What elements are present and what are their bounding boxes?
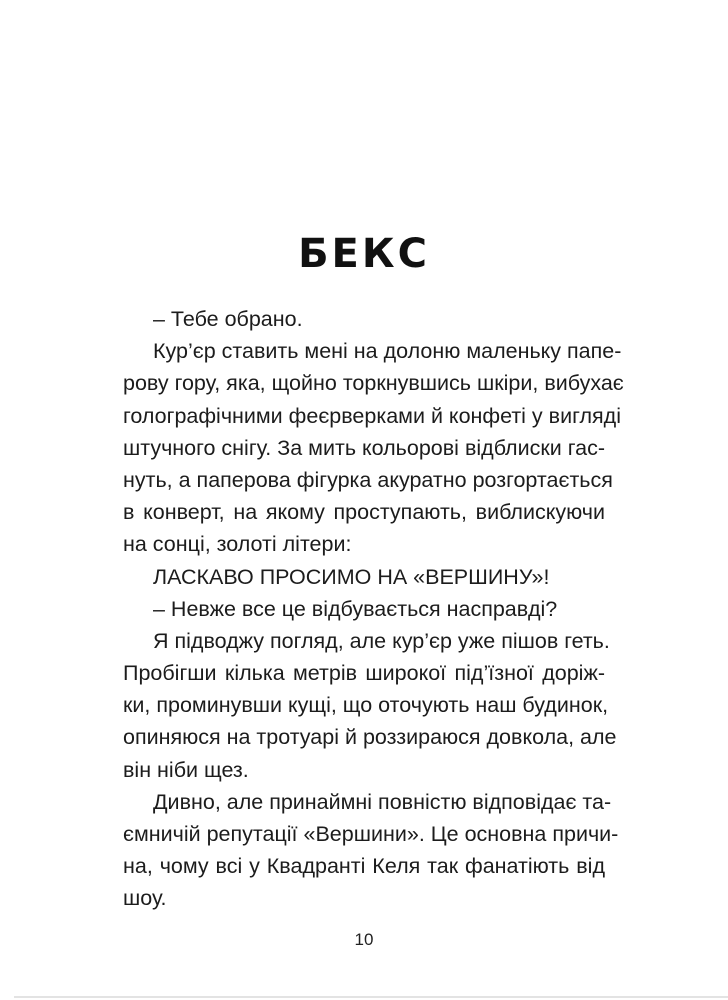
text-line: ки, проминувши кущі, що оточують наш будинок, — [123, 693, 609, 718]
paragraph — [123, 625, 617, 786]
text-line: рову гору, яка, щойно торкнувшись шкіри, вибухає — [123, 371, 624, 396]
text-line: штучного снігу. За мить кольорові відблиски гас- — [123, 435, 605, 460]
text-line: шоу. — [123, 886, 167, 911]
text-line: в конверт, на якому проступають, виблискуючи — [123, 500, 605, 525]
text-line: ємничій репутації «Вершини». Це основна причи- — [123, 822, 619, 846]
text-line: – Невже все це відбувається насправді? — [153, 596, 558, 621]
text-line: Кур’єр ставить мені на долоню маленьку папе- — [153, 339, 622, 364]
page-bottom-edge — [14, 996, 728, 998]
paragraph — [123, 593, 605, 625]
text-line: ЛАСКАВО ПРОСИМО НА «ВЕРШИНУ»! — [153, 564, 550, 589]
paragraph — [123, 335, 624, 560]
chapter-title: БЕКС — [298, 231, 430, 277]
text-line: опиняюся на тротуарі й роззираюся довкола, але — [123, 725, 617, 750]
text-line: Я підводжу погляд, але кур’єр уже пішов геть. — [153, 628, 610, 653]
body-text — [123, 303, 624, 915]
text-line: Пробігши кілька метрів широкої під’їзної доріж- — [123, 661, 605, 686]
text-line: Дивно, але принаймні повністю відповідає та- — [153, 789, 612, 814]
text-line: – Тебе обрано. — [153, 307, 303, 331]
text-line: голографічними феєрверками й конфеті у вигляді — [123, 403, 621, 428]
text-line: на, чому всі у Квадранті Келя так фанатіють від — [123, 854, 605, 879]
text-line: нуть, а паперова фігурка акуратно розгортається — [123, 467, 613, 492]
paragraph — [123, 561, 605, 593]
text-line: на сонці, золоті літери: — [123, 532, 352, 557]
text-line: він ніби щез. — [123, 757, 249, 782]
page-number: 10 — [354, 930, 374, 949]
paragraph — [123, 303, 605, 335]
paragraph — [123, 786, 619, 915]
